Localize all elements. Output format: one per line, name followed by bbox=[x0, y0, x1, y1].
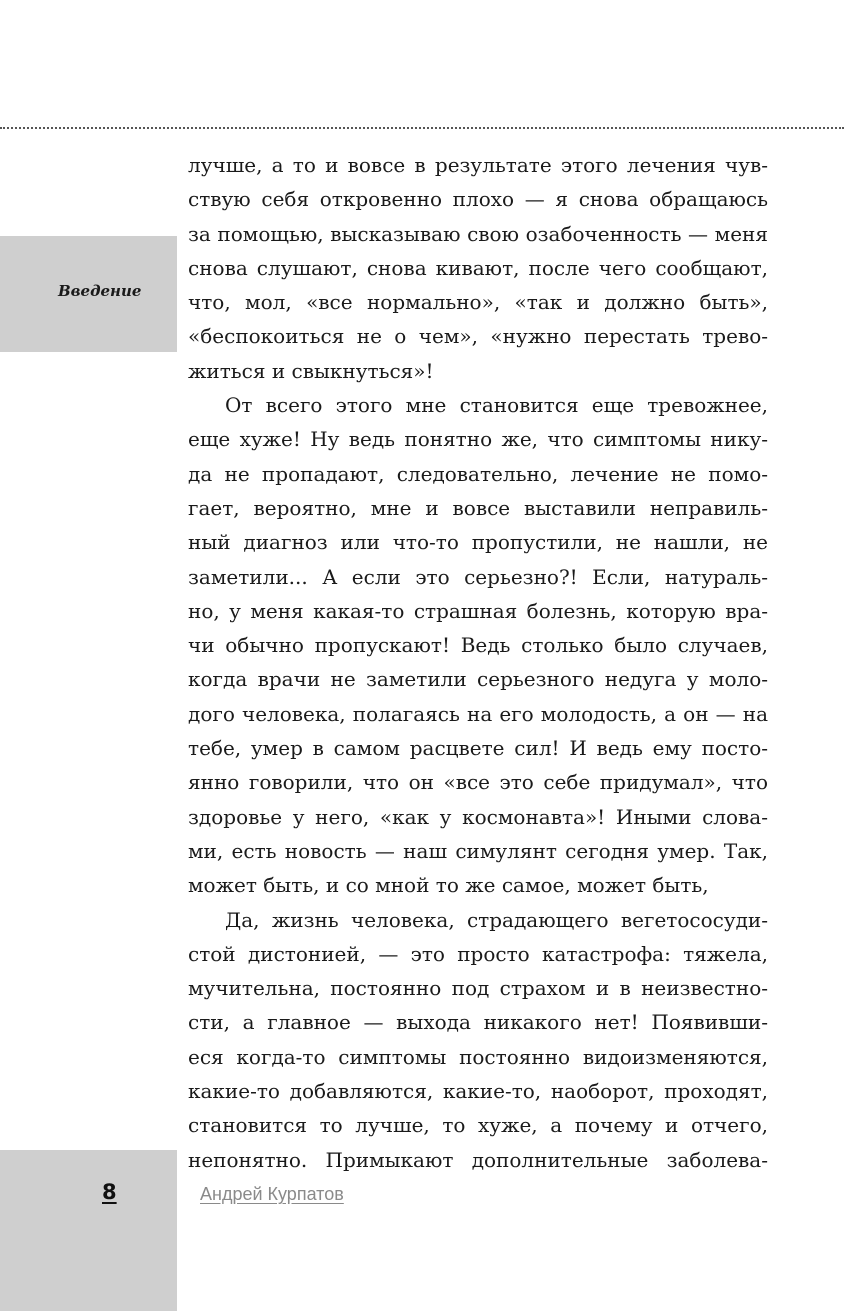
text-line: дого человека, полагаясь на его молодость, а он — на bbox=[188, 701, 768, 726]
text-line: сти, а главное — выхода никакого нет! Появивши- bbox=[188, 1010, 768, 1035]
text-line: что, мол, «все нормально», «так и должно быть», bbox=[188, 290, 768, 315]
text-line: когда врачи не заметили серьезного недуга у моло- bbox=[188, 667, 768, 692]
text-line: Да, жизнь человека, страдающего вегетососуди- bbox=[225, 907, 768, 932]
text-line: заметили... А если это серьезно?! Если, натураль- bbox=[188, 564, 768, 589]
text-line: еще хуже! Ну ведь понятно же, что симптомы нику- bbox=[188, 427, 768, 452]
text-line: тебе, умер в самом расцвете сил! И ведь ему посто- bbox=[188, 736, 768, 761]
text-line: гает, вероятно, мне и вовсе выставили неправиль- bbox=[188, 495, 768, 520]
page-number: 8 bbox=[102, 1180, 117, 1204]
text-line: непонятно. Примыкают дополнительные заболева- bbox=[188, 1147, 768, 1172]
text-line: становится то лучше, то хуже, а почему и отчего, bbox=[188, 1113, 768, 1138]
text-line: за помощью, высказываю свою озабоченность — меня bbox=[188, 221, 768, 246]
text-line: ный диагноз или что-то пропустили, не нашли, не bbox=[188, 530, 768, 555]
text-line: здоровье у него, «как у космонавта»! Иными слова- bbox=[188, 804, 768, 829]
text-line: лучше, а то и вовсе в результате этого лечения чув- bbox=[188, 153, 768, 177]
text-line: стой дистонией, — это просто катастрофа: тяжела, bbox=[188, 941, 768, 966]
text-line: ствую себя откровенно плохо — я снова обращаюсь bbox=[188, 187, 768, 212]
header-dotted-rule bbox=[0, 127, 844, 129]
text-line: «беспокоиться не о чем», «нужно перестать трево- bbox=[188, 324, 768, 349]
text-line: От всего этого мне становится еще тревожнее, bbox=[225, 393, 768, 418]
text-line: может быть, и со мной то же самое, может быть, bbox=[188, 873, 709, 898]
text-line: снова слушают, снова кивают, после чего сообщают, bbox=[188, 255, 768, 280]
running-footer-author: Андрей Курпатов bbox=[200, 1184, 344, 1204]
text-line: житься и свыкнуться»! bbox=[188, 358, 434, 383]
text-line: какие-то добавляются, какие-то, наоборот, проходят, bbox=[188, 1079, 768, 1104]
section-tab-label: Введение bbox=[58, 282, 142, 300]
footer-tab bbox=[0, 1150, 177, 1311]
text-line: еся когда-то симптомы постоянно видоизменяются, bbox=[188, 1044, 768, 1069]
text-line: чи обычно пропускают! Ведь столько было случаев, bbox=[188, 633, 768, 658]
text-line: да не пропадают, следовательно, лечение не помо- bbox=[188, 461, 768, 486]
text-line: но, у меня какая-то страшная болезнь, которую вра- bbox=[188, 598, 768, 623]
text-line: янно говорили, что он «все это себе придумал», что bbox=[188, 770, 768, 795]
text-line: мучительна, постоянно под страхом и в неизвестно- bbox=[188, 976, 768, 1001]
body-text bbox=[188, 148, 768, 1177]
text-line: ми, есть новость — наш симулянт сегодня умер. Так, bbox=[188, 838, 768, 863]
